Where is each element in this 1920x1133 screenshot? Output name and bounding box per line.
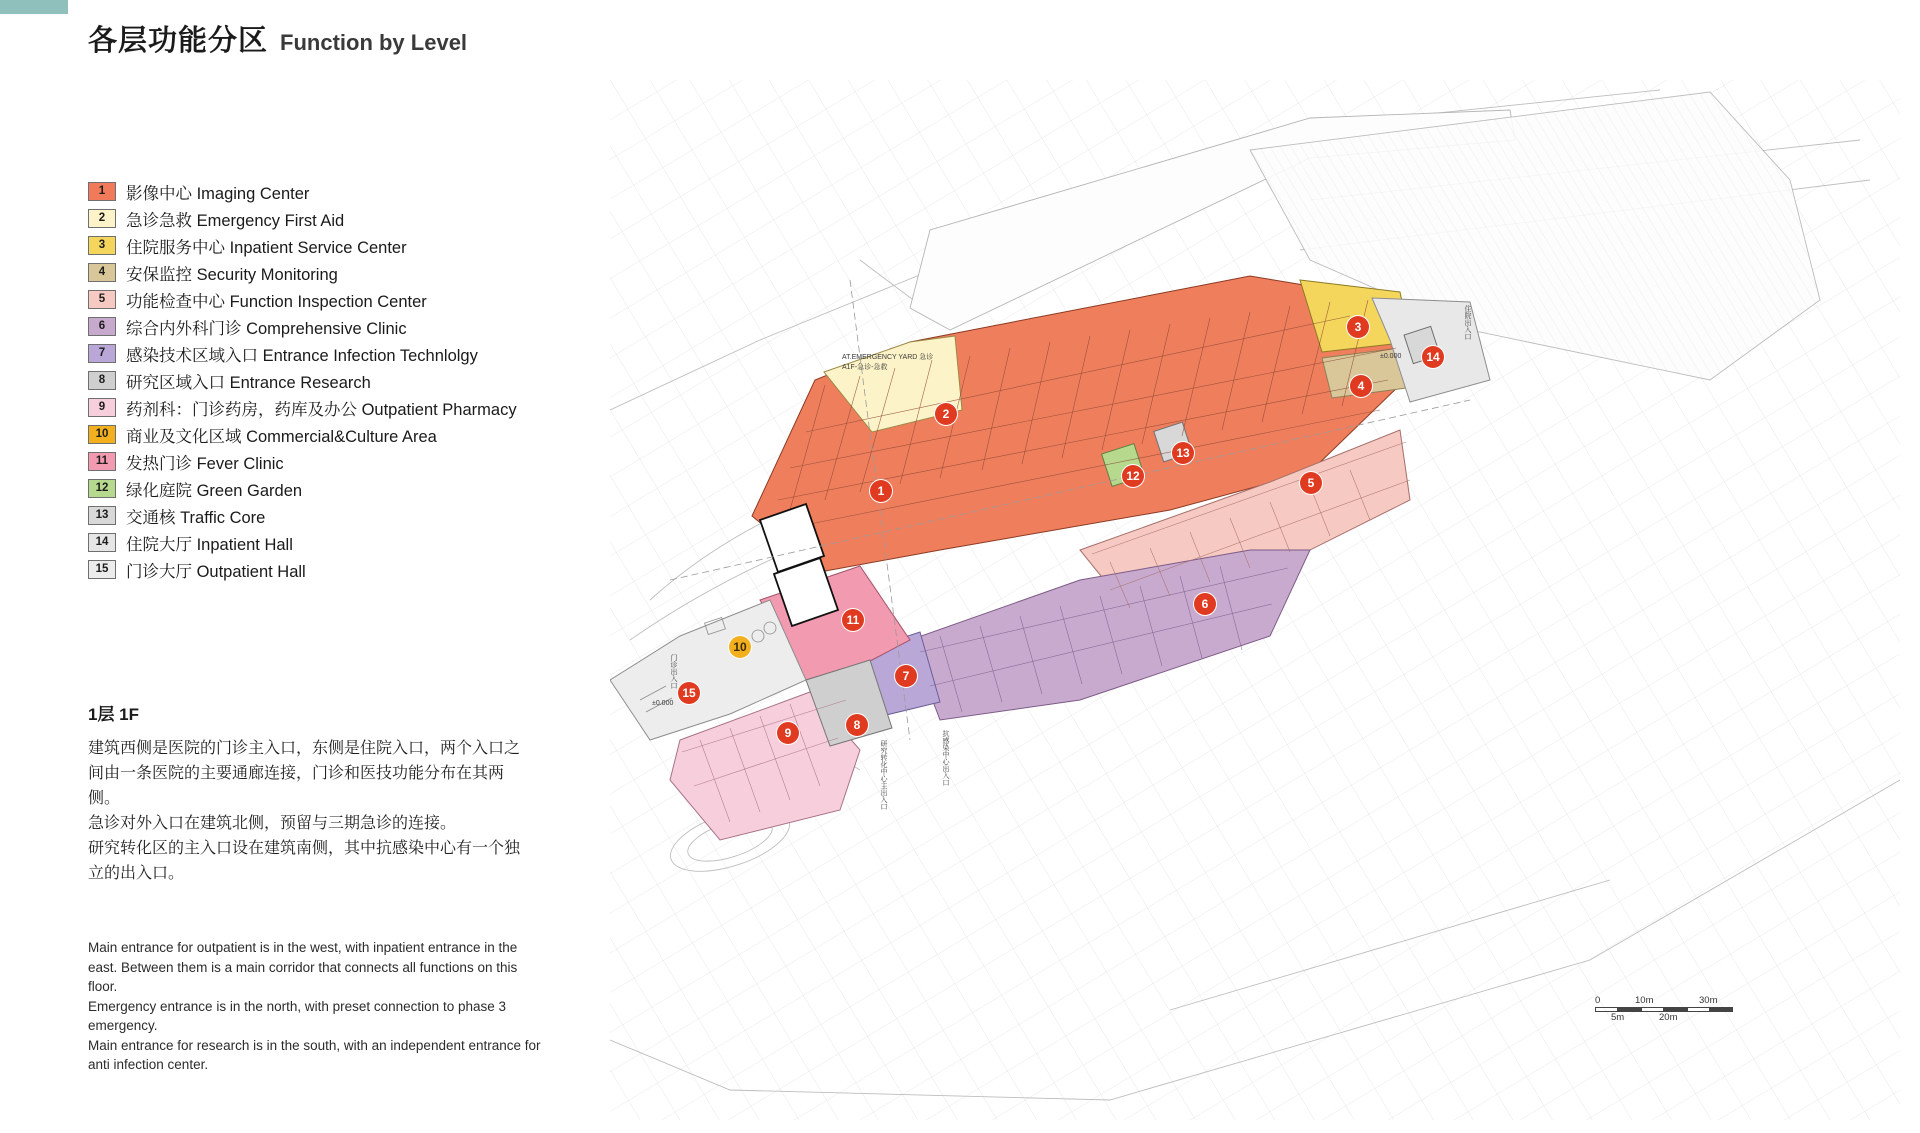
legend-item[interactable]	[88, 259, 618, 286]
legend-item[interactable]	[88, 205, 618, 232]
legend-label: 门诊大厅 Outpatient Hall	[126, 562, 306, 581]
plan-callout-13[interactable]: 13	[1172, 442, 1194, 464]
legend-chip: 6	[88, 317, 116, 336]
plan-callout-15[interactable]: 15	[678, 682, 700, 704]
plan-callout-14[interactable]: 14	[1422, 346, 1444, 368]
legend-item[interactable]	[88, 286, 618, 313]
legend-label: 发热门诊 Fever Clinic	[126, 454, 284, 473]
plan-map-note: AT.EMERGENCY YARD 急诊	[842, 354, 934, 361]
legend-chip: 8	[88, 371, 116, 390]
legend-label: 住院服务中心 Inpatient Service Center	[126, 238, 407, 257]
plan-map-note: 研究转化中心主出入口	[880, 740, 887, 810]
legend-chip: 14	[88, 533, 116, 552]
plan-callout-7[interactable]: 7	[895, 665, 917, 687]
accent-bar	[0, 0, 68, 14]
scale-bar-top-labels	[1595, 995, 1735, 1007]
page-title-en: Function by Level	[280, 30, 468, 55]
legend-label: 综合内外科门诊 Comprehensive Clinic	[126, 319, 407, 338]
legend-item[interactable]	[88, 232, 618, 259]
plan-callout-2[interactable]: 2	[935, 403, 957, 425]
floor-description-cn	[88, 736, 528, 886]
legend-label: 住院大厅 Inpatient Hall	[126, 535, 293, 554]
plan-map-note: 门诊出入口	[670, 654, 677, 689]
plan-callout-12[interactable]: 12	[1122, 465, 1144, 487]
legend-label: 急诊急救 Emergency First Aid	[126, 211, 345, 230]
legend-chip: 13	[88, 506, 116, 525]
legend-item[interactable]	[88, 340, 618, 367]
plan-callout-3[interactable]: 3	[1347, 316, 1369, 338]
plan-map-note: ±0.000	[1380, 353, 1402, 360]
legend-chip: 12	[88, 479, 116, 498]
plan-callout-9[interactable]: 9	[777, 722, 799, 744]
legend-label: 交通核 Traffic Core	[126, 508, 266, 527]
plan-callout-1[interactable]: 1	[870, 480, 892, 502]
legend-label: 研究区域入口 Entrance Research	[126, 373, 371, 392]
plan-map-note: A1F-急诊-急救	[842, 364, 888, 371]
legend-label: 绿化庭院 Green Garden	[126, 481, 303, 500]
legend-item[interactable]	[88, 394, 618, 421]
legend-chip: 3	[88, 236, 116, 255]
legend-item[interactable]	[88, 529, 618, 556]
page-title-cn: 各层功能分区	[88, 25, 269, 57]
scale-label: 5m	[1611, 1012, 1625, 1023]
scale-bar	[1595, 995, 1735, 1024]
legend-item[interactable]	[88, 556, 618, 583]
description-line: 建筑西侧是医院的门诊主入口，东侧是住院入口，两个入口之间由一条医院的主要通廊连接，门诊和医技功能分布在其两侧。	[88, 740, 521, 807]
legend-item[interactable]	[88, 178, 618, 205]
legend-item[interactable]	[88, 502, 618, 529]
description-line: Emergency entrance is in the north, with preset connection to phase 3 emergency.	[88, 998, 506, 1033]
legend-item[interactable]	[88, 313, 618, 340]
legend-chip: 10	[88, 425, 116, 444]
legend-chip: 4	[88, 263, 116, 282]
plan-callout-6[interactable]: 6	[1194, 593, 1216, 615]
legend-label: 药剂科：门诊药房，药库及办公 Outpatient Pharmacy	[126, 400, 517, 419]
plan-callout-11[interactable]: 11	[842, 609, 864, 631]
floor-title: 1层 1F	[88, 705, 140, 724]
description-line: Main entrance for outpatient is in the west, with inpatient entrance in the east. Between them is a main corridor that connects all functions on this floor.	[88, 940, 518, 994]
scale-bar-bottom-labels	[1595, 1012, 1735, 1024]
plan-map-note: 抗感染中心出入口	[942, 730, 949, 786]
legend-label: 感染技术区域入口 Entrance Infection Technlolgy	[126, 346, 478, 365]
legend-chip: 1	[88, 182, 116, 201]
legend-chip: 2	[88, 209, 116, 228]
legend-chip: 9	[88, 398, 116, 417]
legend-label: 影像中心 Imaging Center	[126, 184, 310, 203]
legend-chip: 15	[88, 560, 116, 579]
legend-item[interactable]	[88, 367, 618, 394]
legend-label: 功能检查中心 Function Inspection Center	[126, 292, 427, 311]
description-line: 研究转化区的主入口设在建筑南侧，其中抗感染中心有一个独立的出入口。	[88, 840, 521, 882]
scale-label: 30m	[1699, 995, 1718, 1006]
description-line: 急诊对外入口在建筑北侧，预留与三期急诊的连接。	[88, 815, 457, 832]
legend-chip: 11	[88, 452, 116, 471]
legend-item[interactable]	[88, 421, 618, 448]
legend	[88, 178, 618, 583]
plan-callout-8[interactable]: 8	[846, 714, 868, 736]
legend-chip: 5	[88, 290, 116, 309]
scale-label: 10m	[1635, 995, 1654, 1006]
scale-label: 20m	[1659, 1012, 1678, 1023]
plan-callout-10[interactable]: 10	[729, 636, 751, 658]
legend-item[interactable]	[88, 475, 618, 502]
plan-map-note: 住院出入口	[1464, 305, 1471, 340]
legend-label: 安保监控 Security Monitoring	[126, 265, 338, 284]
legend-chip: 7	[88, 344, 116, 363]
legend-label: 商业及文化区域 Commercial&Culture Area	[126, 427, 437, 446]
plan-svg	[610, 80, 1900, 1120]
plan-map-note: ±0.000	[652, 700, 674, 707]
description-line: Main entrance for research is in the south, with an independent entrance for anti infection center.	[88, 1037, 541, 1072]
floor-plan-drawing	[610, 80, 1900, 1120]
plan-callout-5[interactable]: 5	[1300, 472, 1322, 494]
legend-item[interactable]	[88, 448, 618, 475]
floor-description-en	[88, 938, 548, 1075]
page-title	[88, 18, 467, 59]
scale-label: 0	[1595, 995, 1601, 1006]
plan-callout-4[interactable]: 4	[1350, 375, 1372, 397]
